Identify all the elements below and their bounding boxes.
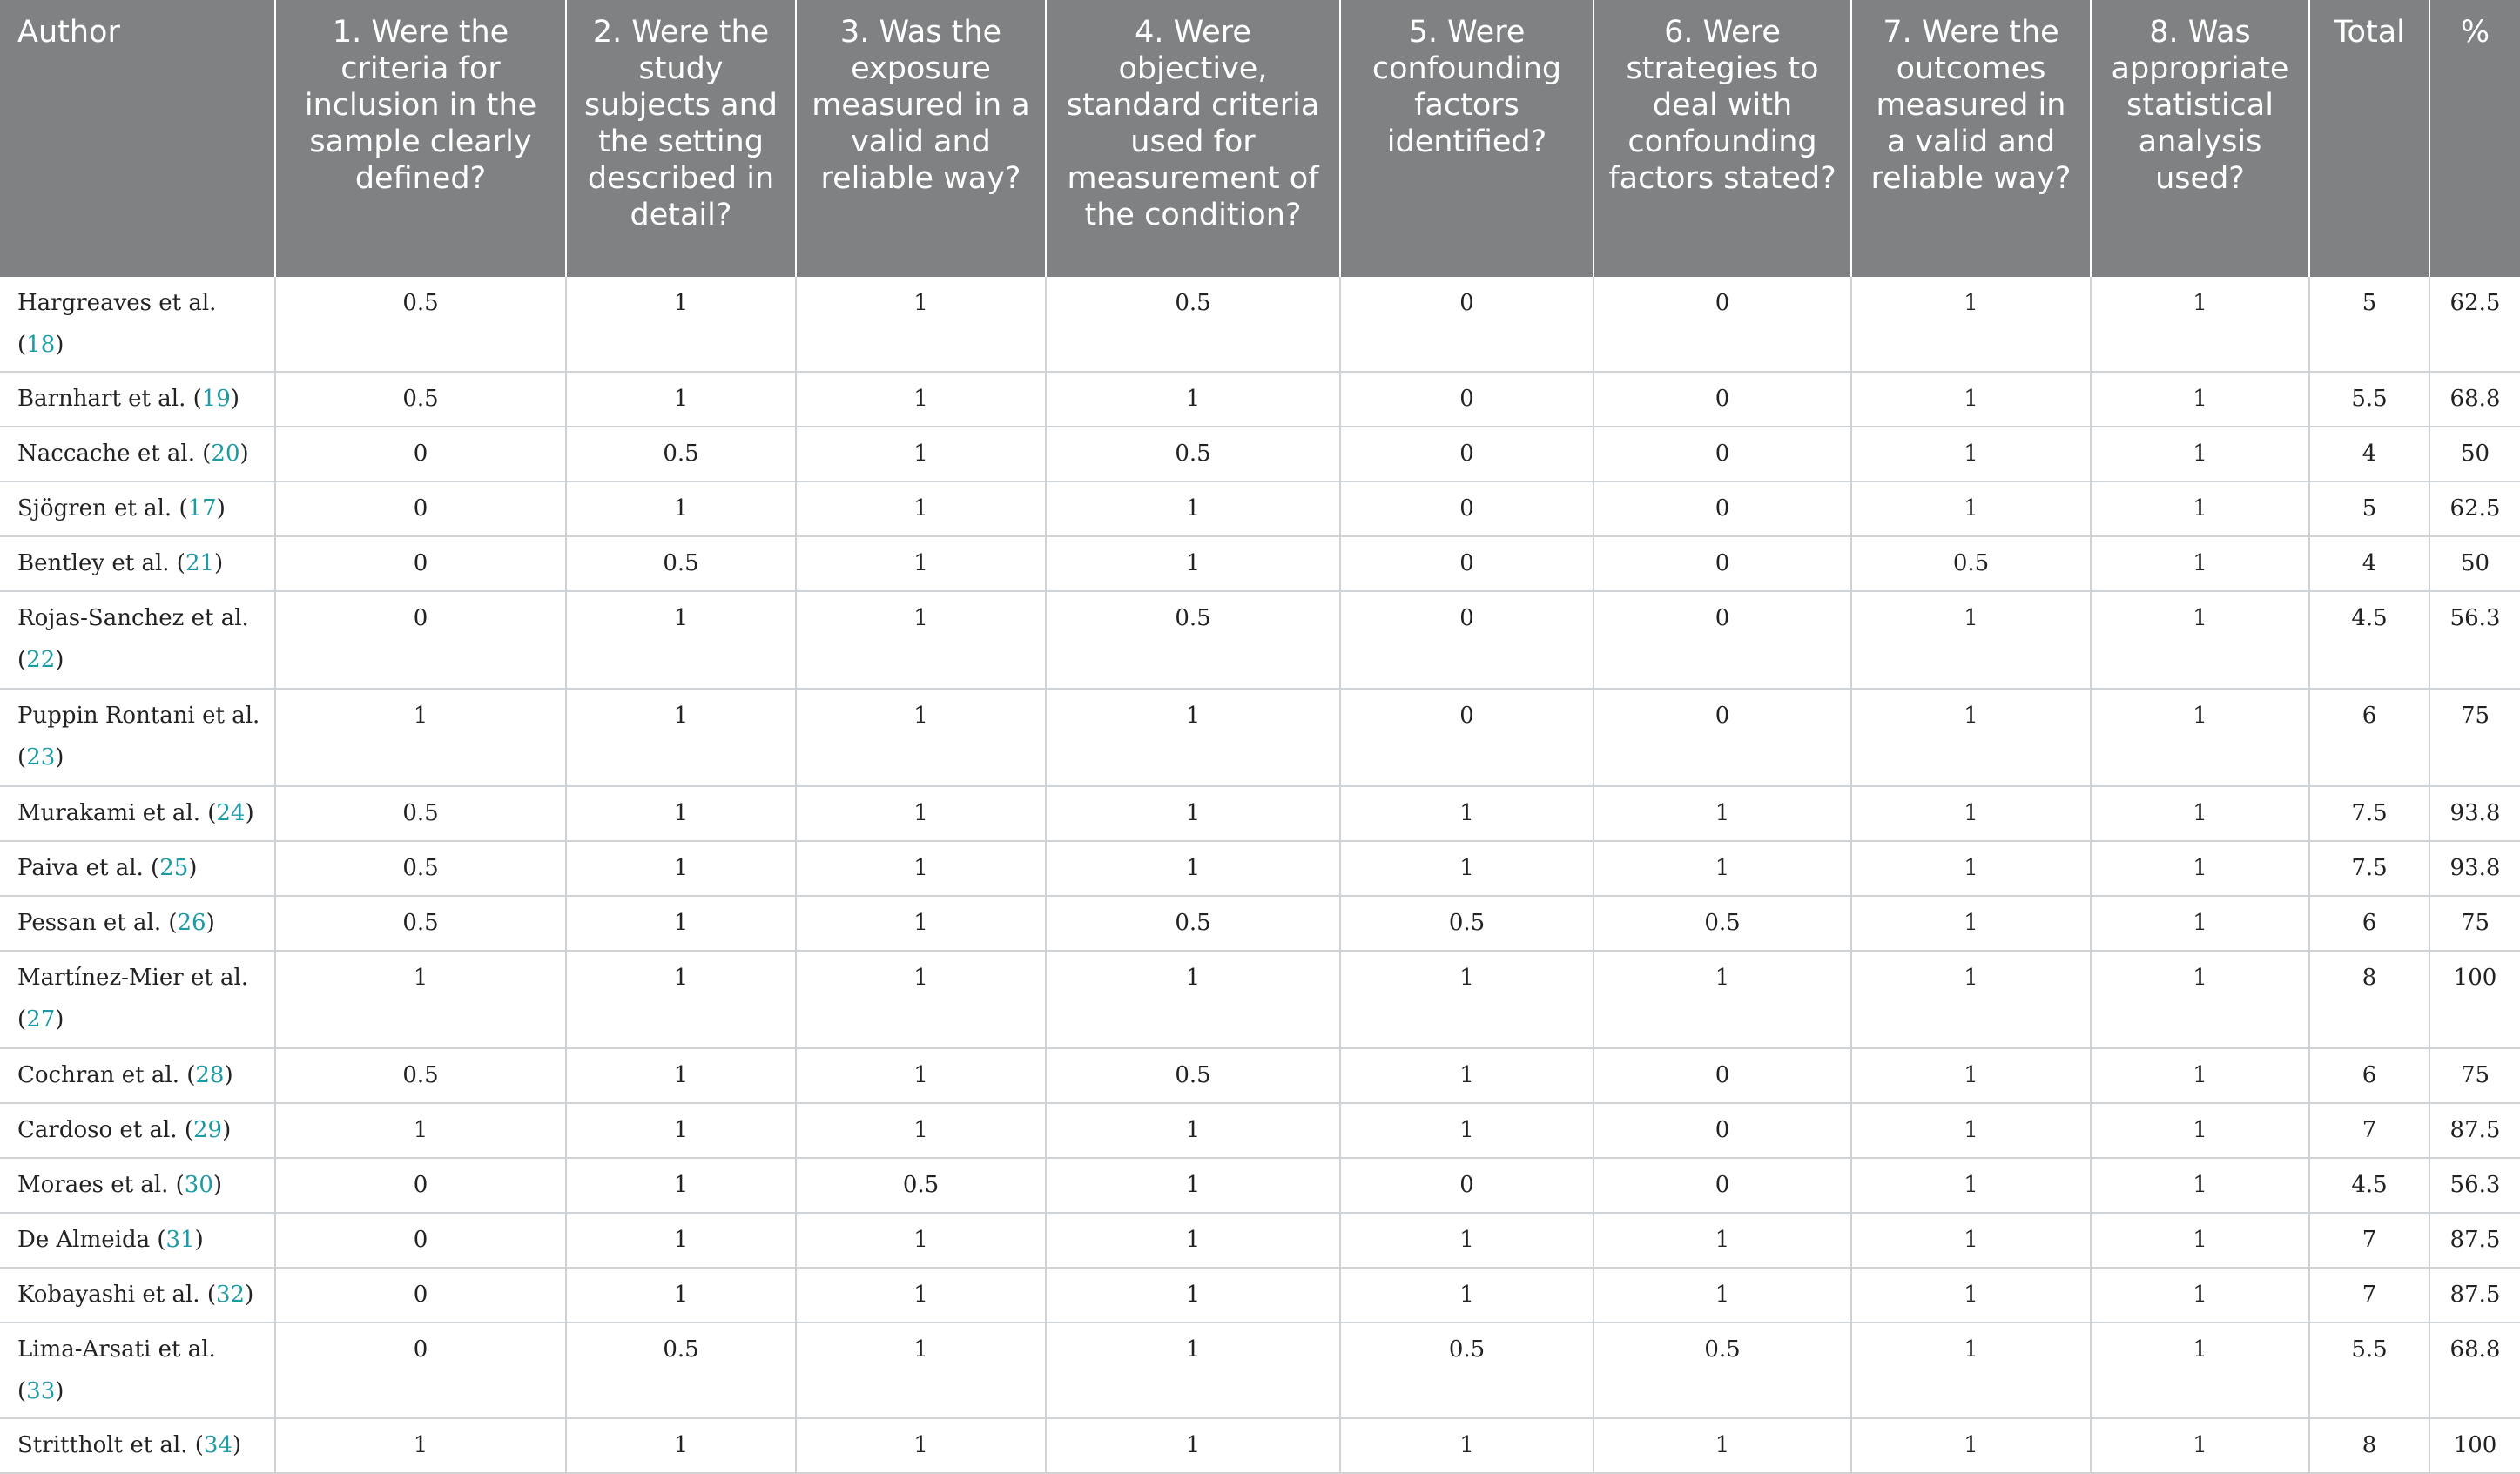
- author-close-paren: ): [188, 855, 198, 881]
- score-percent: 75: [2429, 689, 2520, 786]
- score-q8: 1: [2091, 277, 2309, 372]
- reference-link[interactable]: 34: [203, 1432, 233, 1458]
- score-q4: 1: [1046, 1323, 1340, 1418]
- score-q8: 1: [2091, 427, 2309, 481]
- score-q1: 1: [275, 1418, 566, 1473]
- table-row: [0, 1268, 2520, 1323]
- score-q1: 0: [275, 536, 566, 591]
- author-cell: [0, 1268, 275, 1323]
- score-percent: 68.8: [2429, 1323, 2520, 1418]
- table-row: [0, 1418, 2520, 1473]
- score-q5: 0: [1340, 1158, 1594, 1213]
- score-q4: 0.5: [1046, 1048, 1340, 1103]
- score-q2: 1: [566, 951, 796, 1048]
- score-q8: 1: [2091, 1048, 2309, 1103]
- score-q1: 0.5: [275, 786, 566, 841]
- author-cell: [0, 536, 275, 591]
- table-row: [0, 1323, 2520, 1418]
- score-q3: 1: [796, 689, 1046, 786]
- table-row: [0, 1158, 2520, 1213]
- score-total: 7: [2309, 1268, 2429, 1323]
- score-q2: 1: [566, 1268, 796, 1323]
- score-q7: 1: [1851, 1103, 2091, 1158]
- score-q4: 1: [1046, 951, 1340, 1048]
- header-row: [0, 0, 2520, 277]
- score-q1: 0: [275, 1268, 566, 1323]
- author-cell: [0, 1048, 275, 1103]
- score-q8: 1: [2091, 1323, 2309, 1418]
- score-q2: 1: [566, 689, 796, 786]
- score-q1: 0: [275, 1213, 566, 1268]
- score-q7: 1: [1851, 1213, 2091, 1268]
- table-row: [0, 1103, 2520, 1158]
- score-q1: 0.5: [275, 896, 566, 951]
- score-q5: 1: [1340, 786, 1594, 841]
- score-q6: 0.5: [1594, 1323, 1851, 1418]
- reference-link[interactable]: 20: [211, 441, 240, 467]
- score-q2: 1: [566, 1158, 796, 1213]
- reference-link[interactable]: 25: [159, 855, 189, 881]
- author-close-paren: ): [245, 800, 254, 826]
- score-q8: 1: [2091, 786, 2309, 841]
- score-total: 6: [2309, 1048, 2429, 1103]
- score-q8: 1: [2091, 1268, 2309, 1323]
- score-q6: 1: [1594, 1418, 1851, 1473]
- table-row: [0, 1213, 2520, 1268]
- score-q4: 1: [1046, 1268, 1340, 1323]
- table-row: [0, 427, 2520, 481]
- author-name: Murakami et al. (: [17, 800, 217, 826]
- header-q2: 2. Were the study subjects and the setting described in detail?: [566, 0, 796, 277]
- score-q6: 0: [1594, 481, 1851, 536]
- score-q7: 1: [1851, 1048, 2091, 1103]
- author-name: Lima-Arsati et al. (: [17, 1336, 216, 1404]
- score-q3: 1: [796, 951, 1046, 1048]
- score-percent: 93.8: [2429, 841, 2520, 896]
- score-q7: 1: [1851, 1158, 2091, 1213]
- header-author: Author: [0, 0, 275, 277]
- score-q6: 0: [1594, 1158, 1851, 1213]
- score-q5: 0: [1340, 689, 1594, 786]
- score-total: 6: [2309, 896, 2429, 951]
- score-percent: 93.8: [2429, 786, 2520, 841]
- score-q5: 0.5: [1340, 896, 1594, 951]
- score-q7: 1: [1851, 277, 2091, 372]
- score-q2: 0.5: [566, 427, 796, 481]
- score-q5: 0: [1340, 277, 1594, 372]
- score-q1: 0: [275, 1323, 566, 1418]
- score-q1: 0: [275, 1158, 566, 1213]
- score-q1: 1: [275, 1103, 566, 1158]
- author-close-paren: ): [222, 1117, 232, 1143]
- score-q3: 1: [796, 372, 1046, 427]
- score-q3: 1: [796, 1213, 1046, 1268]
- score-q8: 1: [2091, 481, 2309, 536]
- score-q8: 1: [2091, 841, 2309, 896]
- table-row: [0, 896, 2520, 951]
- score-q6: 0: [1594, 1103, 1851, 1158]
- table-row: [0, 372, 2520, 427]
- table-body: [0, 277, 2520, 1473]
- score-q6: 0: [1594, 372, 1851, 427]
- score-q4: 1: [1046, 1213, 1340, 1268]
- author-cell: [0, 591, 275, 689]
- score-q1: 0.5: [275, 277, 566, 372]
- score-q3: 1: [796, 536, 1046, 591]
- author-name: Kobayashi et al. (: [17, 1282, 216, 1308]
- score-percent: 87.5: [2429, 1213, 2520, 1268]
- author-cell: [0, 786, 275, 841]
- score-q3: 1: [796, 896, 1046, 951]
- score-total: 8: [2309, 951, 2429, 1048]
- score-q3: 0.5: [796, 1158, 1046, 1213]
- score-q1: 0.5: [275, 841, 566, 896]
- score-q5: 1: [1340, 1418, 1594, 1473]
- score-q6: 1: [1594, 841, 1851, 896]
- reference-link[interactable]: 19: [201, 386, 231, 412]
- score-q3: 1: [796, 427, 1046, 481]
- header-total: Total: [2309, 0, 2429, 277]
- score-q5: 1: [1340, 1048, 1594, 1103]
- header-q5: 5. Were confounding factors identified?: [1340, 0, 1594, 277]
- table-row: [0, 277, 2520, 372]
- score-total: 7.5: [2309, 786, 2429, 841]
- score-q1: 0: [275, 427, 566, 481]
- author-name: Hargreaves et al. (: [17, 290, 217, 358]
- score-q5: 1: [1340, 841, 1594, 896]
- score-percent: 62.5: [2429, 277, 2520, 372]
- author-name: Moraes et al. (: [17, 1172, 185, 1198]
- score-q6: 0: [1594, 536, 1851, 591]
- score-q5: 1: [1340, 951, 1594, 1048]
- reference-link[interactable]: 29: [192, 1117, 223, 1143]
- score-q2: 1: [566, 372, 796, 427]
- table-row: [0, 536, 2520, 591]
- score-q5: 0: [1340, 427, 1594, 481]
- header-q7: 7. Were the outcomes measured in a valid and reliable way?: [1851, 0, 2091, 277]
- author-cell: [0, 1323, 275, 1418]
- score-q5: 0: [1340, 481, 1594, 536]
- score-q2: 1: [566, 1048, 796, 1103]
- author-name: Martínez-Mier et al. (: [17, 965, 249, 1033]
- score-q4: 1: [1046, 536, 1340, 591]
- author-close-paren: ): [55, 647, 64, 673]
- score-q2: 1: [566, 1213, 796, 1268]
- score-q6: 0.5: [1594, 896, 1851, 951]
- score-q7: 1: [1851, 951, 2091, 1048]
- score-q1: 0.5: [275, 372, 566, 427]
- author-cell: [0, 951, 275, 1048]
- score-q4: 1: [1046, 1103, 1340, 1158]
- author-close-paren: ): [232, 1432, 242, 1458]
- reference-link[interactable]: 31: [165, 1227, 195, 1253]
- score-q8: 1: [2091, 1213, 2309, 1268]
- score-percent: 56.3: [2429, 1158, 2520, 1213]
- score-q4: 0.5: [1046, 277, 1340, 372]
- header-q4: 4. Were objective, standard criteria used for measurement of the condition?: [1046, 0, 1340, 277]
- score-q2: 0.5: [566, 536, 796, 591]
- score-q5: 0.5: [1340, 1323, 1594, 1418]
- score-q1: 0: [275, 591, 566, 689]
- score-percent: 68.8: [2429, 372, 2520, 427]
- author-close-paren: ): [224, 1062, 233, 1088]
- score-q5: 0: [1340, 591, 1594, 689]
- author-close-paren: ): [194, 1227, 204, 1253]
- author-cell: [0, 1158, 275, 1213]
- score-q2: 1: [566, 786, 796, 841]
- score-q4: 0.5: [1046, 591, 1340, 689]
- score-q1: 0.5: [275, 1048, 566, 1103]
- score-q5: 1: [1340, 1213, 1594, 1268]
- score-q7: 1: [1851, 481, 2091, 536]
- score-q2: 1: [566, 1103, 796, 1158]
- score-percent: 62.5: [2429, 481, 2520, 536]
- score-total: 4.5: [2309, 591, 2429, 689]
- author-close-paren: ): [230, 386, 240, 412]
- score-q3: 1: [796, 1103, 1046, 1158]
- header-q8: 8. Was appropriate statistical analysis used?: [2091, 0, 2309, 277]
- score-total: 7.5: [2309, 841, 2429, 896]
- reference-link[interactable]: 28: [195, 1062, 225, 1088]
- score-total: 6: [2309, 689, 2429, 786]
- score-q4: 1: [1046, 786, 1340, 841]
- score-q1: 0: [275, 481, 566, 536]
- author-close-paren: ): [55, 332, 64, 358]
- reference-link[interactable]: 18: [26, 332, 56, 358]
- author-cell: [0, 277, 275, 372]
- score-q6: 1: [1594, 1213, 1851, 1268]
- score-q7: 1: [1851, 689, 2091, 786]
- score-total: 4: [2309, 536, 2429, 591]
- score-total: 7: [2309, 1103, 2429, 1158]
- score-q2: 1: [566, 1418, 796, 1473]
- score-total: 5: [2309, 277, 2429, 372]
- reference-link[interactable]: 32: [215, 1282, 246, 1308]
- score-q3: 1: [796, 1048, 1046, 1103]
- score-q4: 1: [1046, 841, 1340, 896]
- score-total: 5.5: [2309, 372, 2429, 427]
- score-q8: 1: [2091, 951, 2309, 1048]
- score-total: 5.5: [2309, 1323, 2429, 1418]
- reference-link[interactable]: 26: [177, 910, 206, 936]
- reference-link[interactable]: 21: [185, 550, 215, 576]
- score-q2: 0.5: [566, 1323, 796, 1418]
- author-cell: [0, 689, 275, 786]
- author-close-paren: ): [216, 495, 226, 522]
- score-q6: 0: [1594, 591, 1851, 689]
- score-q5: 1: [1340, 1268, 1594, 1323]
- header-q6: 6. Were strategies to deal with confounding factors stated?: [1594, 0, 1851, 277]
- score-percent: 75: [2429, 1048, 2520, 1103]
- reference-link[interactable]: 33: [26, 1378, 56, 1404]
- author-close-paren: ): [212, 1172, 223, 1198]
- author-name: Strittholt et al. (: [17, 1432, 204, 1458]
- score-q4: 1: [1046, 481, 1340, 536]
- author-cell: [0, 427, 275, 481]
- author-cell: [0, 1213, 275, 1268]
- table-row: [0, 481, 2520, 536]
- table-row: [0, 689, 2520, 786]
- score-q8: 1: [2091, 536, 2309, 591]
- author-name: Pessan et al. (: [17, 910, 178, 936]
- score-q8: 1: [2091, 372, 2309, 427]
- author-name: Puppin Rontani et al. (: [17, 703, 260, 771]
- reference-link[interactable]: 22: [26, 647, 56, 673]
- reference-link[interactable]: 30: [184, 1172, 213, 1198]
- score-q2: 1: [566, 896, 796, 951]
- score-q3: 1: [796, 591, 1046, 689]
- score-percent: 56.3: [2429, 591, 2520, 689]
- score-q6: 1: [1594, 1268, 1851, 1323]
- score-q8: 1: [2091, 1158, 2309, 1213]
- score-q7: 1: [1851, 427, 2091, 481]
- table-row: [0, 591, 2520, 689]
- header-percent: %: [2429, 0, 2520, 277]
- score-q8: 1: [2091, 591, 2309, 689]
- author-name: Cardoso et al. (: [17, 1117, 193, 1143]
- score-q4: 1: [1046, 1418, 1340, 1473]
- score-q3: 1: [796, 1418, 1046, 1473]
- author-close-paren: ): [239, 441, 249, 467]
- author-name: Paiva et al. (: [17, 855, 160, 881]
- header-q3: 3. Was the exposure measured in a valid and reliable way?: [796, 0, 1046, 277]
- author-name: Cochran et al. (: [17, 1062, 196, 1088]
- score-q6: 0: [1594, 1048, 1851, 1103]
- score-total: 8: [2309, 1418, 2429, 1473]
- score-q6: 0: [1594, 277, 1851, 372]
- score-total: 4: [2309, 427, 2429, 481]
- author-cell: [0, 481, 275, 536]
- score-q3: 1: [796, 786, 1046, 841]
- author-close-paren: ): [245, 1282, 254, 1308]
- score-percent: 75: [2429, 896, 2520, 951]
- table-row: [0, 841, 2520, 896]
- score-q7: 0.5: [1851, 536, 2091, 591]
- author-name: Sjögren et al. (: [17, 495, 188, 522]
- score-q8: 1: [2091, 1418, 2309, 1473]
- table-row: [0, 951, 2520, 1048]
- score-percent: 100: [2429, 951, 2520, 1048]
- score-percent: 87.5: [2429, 1268, 2520, 1323]
- author-close-paren: ): [55, 1378, 64, 1404]
- score-q7: 1: [1851, 786, 2091, 841]
- score-q7: 1: [1851, 1323, 2091, 1418]
- author-cell: [0, 896, 275, 951]
- score-q4: 0.5: [1046, 427, 1340, 481]
- reference-link[interactable]: 27: [26, 1006, 56, 1033]
- score-q8: 1: [2091, 689, 2309, 786]
- score-q5: 0: [1340, 536, 1594, 591]
- score-q4: 1: [1046, 689, 1340, 786]
- score-q3: 1: [796, 1268, 1046, 1323]
- author-name: Bentley et al. (: [17, 550, 185, 576]
- table-row: [0, 1048, 2520, 1103]
- score-q8: 1: [2091, 896, 2309, 951]
- author-name: Barnhart et al. (: [17, 386, 202, 412]
- score-q7: 1: [1851, 591, 2091, 689]
- score-q6: 1: [1594, 786, 1851, 841]
- score-q3: 1: [796, 1323, 1046, 1418]
- score-q7: 1: [1851, 1268, 2091, 1323]
- score-q1: 1: [275, 689, 566, 786]
- author-cell: [0, 1418, 275, 1473]
- header-q1: 1. Were the criteria for inclusion in the sample clearly defined?: [275, 0, 566, 277]
- score-percent: 87.5: [2429, 1103, 2520, 1158]
- author-close-paren: ): [206, 910, 215, 936]
- author-cell: [0, 372, 275, 427]
- table-row: [0, 786, 2520, 841]
- author-name: Rojas-Sanchez et al. (: [17, 605, 249, 673]
- score-percent: 50: [2429, 536, 2520, 591]
- score-total: 4.5: [2309, 1158, 2429, 1213]
- score-q7: 1: [1851, 841, 2091, 896]
- score-q1: 1: [275, 951, 566, 1048]
- score-q3: 1: [796, 277, 1046, 372]
- score-q4: 1: [1046, 1158, 1340, 1213]
- reference-link[interactable]: 24: [216, 800, 246, 826]
- score-total: 7: [2309, 1213, 2429, 1268]
- score-q3: 1: [796, 841, 1046, 896]
- score-q2: 1: [566, 841, 796, 896]
- score-percent: 50: [2429, 427, 2520, 481]
- score-q5: 1: [1340, 1103, 1594, 1158]
- score-q3: 1: [796, 481, 1046, 536]
- score-q8: 1: [2091, 1103, 2309, 1158]
- reference-link[interactable]: 23: [26, 744, 56, 771]
- score-q4: 1: [1046, 372, 1340, 427]
- score-q4: 0.5: [1046, 896, 1340, 951]
- score-q6: 0: [1594, 689, 1851, 786]
- score-percent: 100: [2429, 1418, 2520, 1473]
- score-q7: 1: [1851, 896, 2091, 951]
- author-close-paren: ): [55, 1006, 64, 1033]
- score-q7: 1: [1851, 1418, 2091, 1473]
- score-q5: 0: [1340, 372, 1594, 427]
- score-q6: 1: [1594, 951, 1851, 1048]
- author-cell: [0, 1103, 275, 1158]
- score-q7: 1: [1851, 372, 2091, 427]
- score-q2: 1: [566, 591, 796, 689]
- reference-link[interactable]: 17: [187, 495, 217, 522]
- score-q2: 1: [566, 481, 796, 536]
- score-q2: 1: [566, 277, 796, 372]
- author-cell: [0, 841, 275, 896]
- score-q6: 0: [1594, 427, 1851, 481]
- author-name: Naccache et al. (: [17, 441, 212, 467]
- score-total: 5: [2309, 481, 2429, 536]
- author-close-paren: ): [55, 744, 64, 771]
- author-close-paren: ): [214, 550, 224, 576]
- author-name: De Almeida (: [17, 1227, 166, 1253]
